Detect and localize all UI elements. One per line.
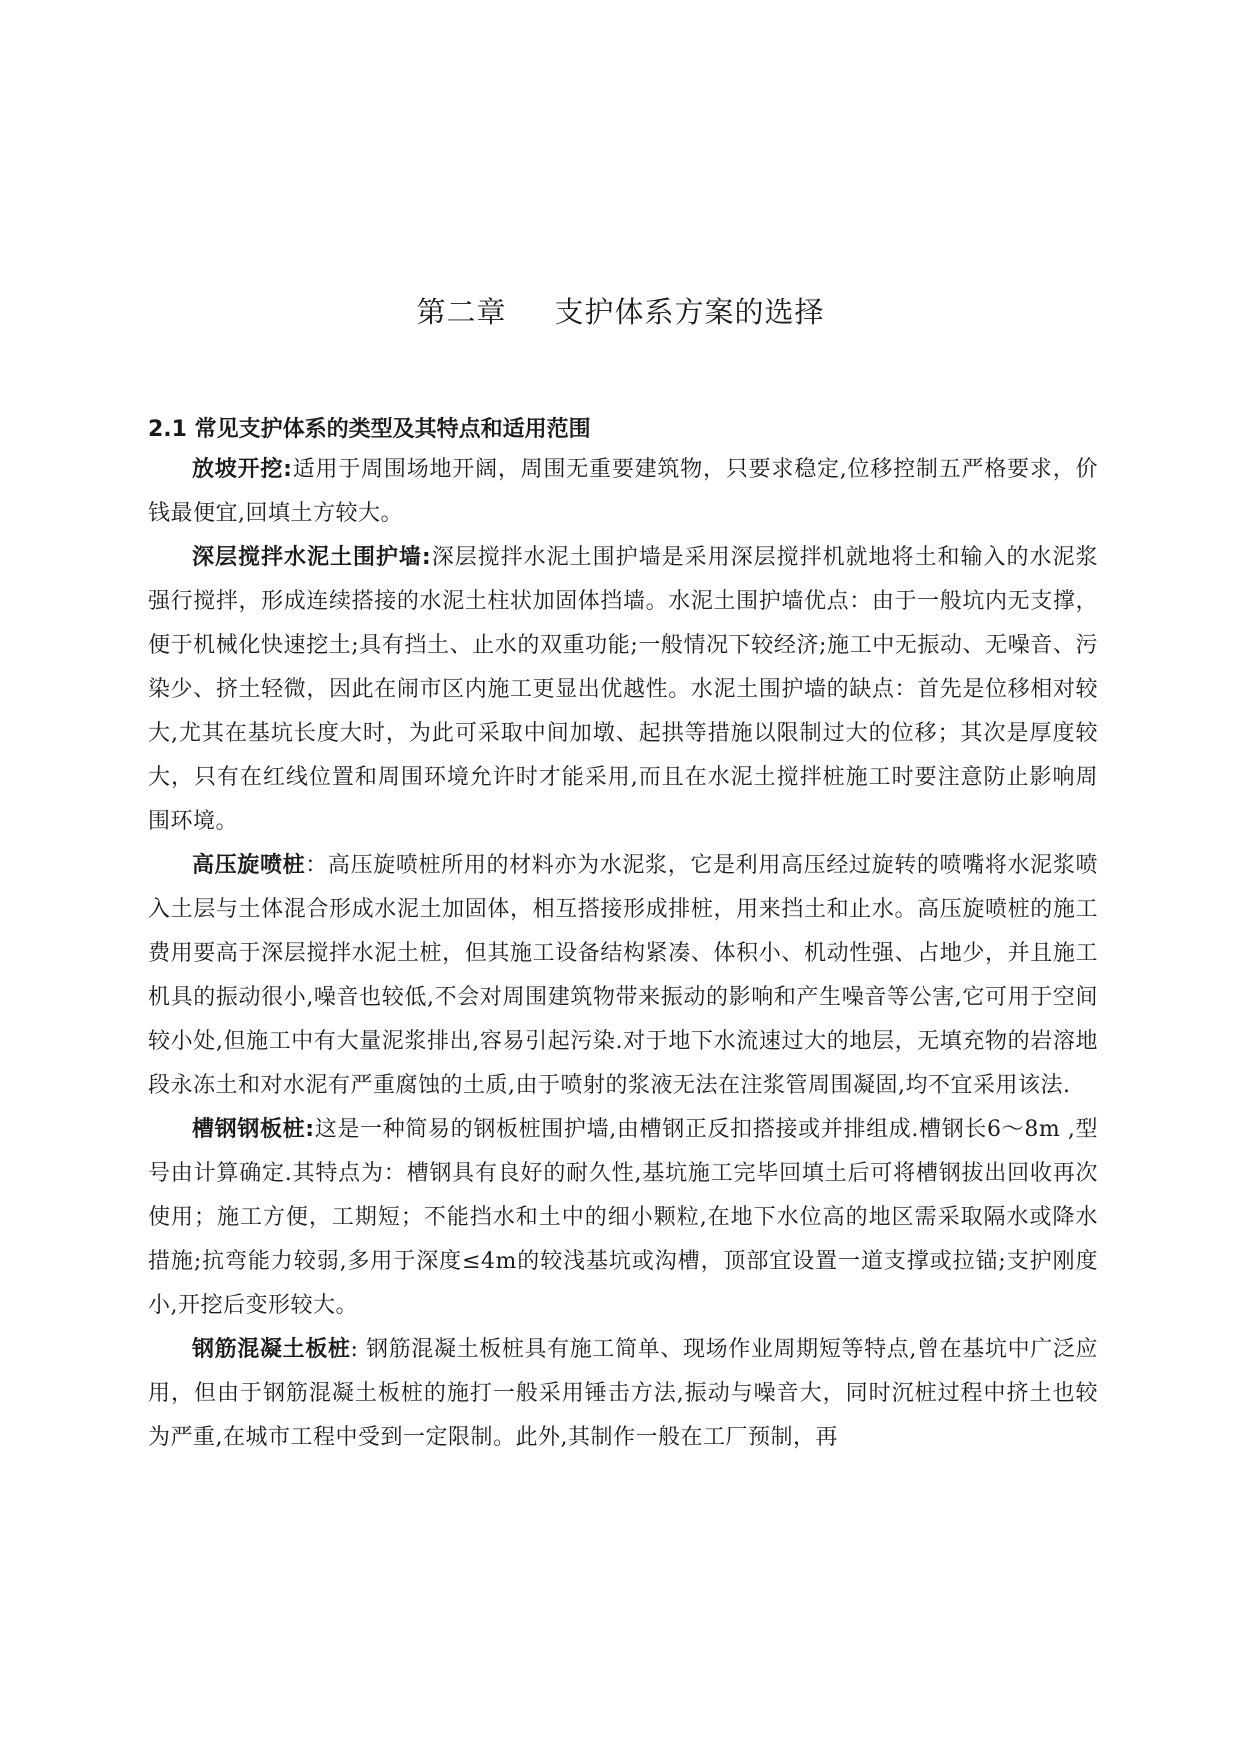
paragraph-channel-steel-pile xyxy=(148,1108,1098,1328)
paragraph-text: : 钢筋混凝土板桩具有施工简单、现场作业周期短等特点,曾在基坑中广泛应用，但由于钢筋混凝土板桩的施打一般采用锤击方法,振动与噪音大，同时沉桩过程中挤土也较为严重,在城市工程中受到一定限制。此外,其制作一般在工厂预制，再 xyxy=(148,1337,1098,1450)
paragraph-term: 钢筋混凝土板桩 xyxy=(192,1337,351,1362)
paragraph-concrete-sheet-pile xyxy=(148,1328,1098,1460)
paragraph-text: ：高压旋喷桩所用的材料亦为水泥浆，它是利用高压经过旋转的喷嘴将水泥浆喷入土层与土体混合形成水泥土加固体，相互搭接形成排桩，用来挡土和止水。高压旋喷桩的施工费用要高于深层搅拌水泥土桩，但其施工设备结构紧凑、体积小、机动性强、占地少，并且施工机具的振动很小,噪音也较低,不会对周围建筑物带来振动的影响和产生噪音等公害,它可用于空间较小处,但施工中有大量泥浆排出,容易引起污染.对于地下水流速过大的地层，无填充物的岩溶地段永冻土和对水泥有严重腐蚀的土质,由于喷射的浆液无法在注浆管周围凝固,均不宜采用该法. xyxy=(148,853,1098,1098)
document-body xyxy=(148,412,1098,1460)
paragraph-text: 适用于周围场地开阔，周围无重要建筑物，只要求稳定,位移控制五严格要求，价钱最便宜,回填土方较大。 xyxy=(148,457,1098,526)
paragraph-term: 放坡开挖: xyxy=(192,457,293,482)
paragraph-term: 高压旋喷桩 xyxy=(192,853,306,878)
paragraph-term: 深层搅拌水泥土围护墙: xyxy=(192,545,432,570)
chapter-title xyxy=(0,292,1241,332)
paragraph-text: 深层搅拌水泥土围护墙是采用深层搅拌机就地将土和输入的水泥浆强行搅拌，形成连续搭接的水泥土柱状加固体挡墙。水泥土围护墙优点：由于一般坑内无支撑，便于机械化快速挖土;具有挡土、止水的双重功能;一般情况下较经济;施工中无振动、无噪音、污染少、挤土轻微，因此在闹市区内施工更显出优越性。水泥土围护墙的缺点：首先是位移相对较大,尤其在基坑长度大时，为此可采取中间加墩、起拱等措施以限制过大的位移；其次是厚度较大，只有在红线位置和周围环境允许时才能采用,而且在水泥土搅拌桩施工时要注意防止影响周围环境。 xyxy=(148,545,1098,834)
section-heading: 2.1 常见支护体系的类型及其特点和适用范围 xyxy=(148,417,591,442)
paragraph-text: 这是一种简易的钢板桩围护墙,由槽钢正反扣搭接或并排组成.槽钢长6～8m ,型号由计算确定.其特点为：槽钢具有良好的耐久性,基坑施工完毕回填土后可将槽钢拔出回收再次使用；施工方便，工期短；不能挡水和土中的细小颗粒,在地下水位高的地区需采取隔水或降水措施;抗弯能力较弱,多用于深度≤4m的较浅基坑或沟槽，顶部宜设置一道支撑或拉锚;支护刚度小,开挖后变形较大。 xyxy=(148,1117,1098,1318)
paragraph-term: 槽钢钢板桩: xyxy=(192,1117,315,1142)
paragraph-cement-soil-wall xyxy=(148,536,1098,844)
paragraph-slope-excavation xyxy=(148,448,1098,536)
chapter-name: 支护体系方案的选择 xyxy=(554,295,825,329)
paragraph-jet-grouting-pile xyxy=(148,844,1098,1108)
chapter-number: 第二章 xyxy=(416,295,507,329)
